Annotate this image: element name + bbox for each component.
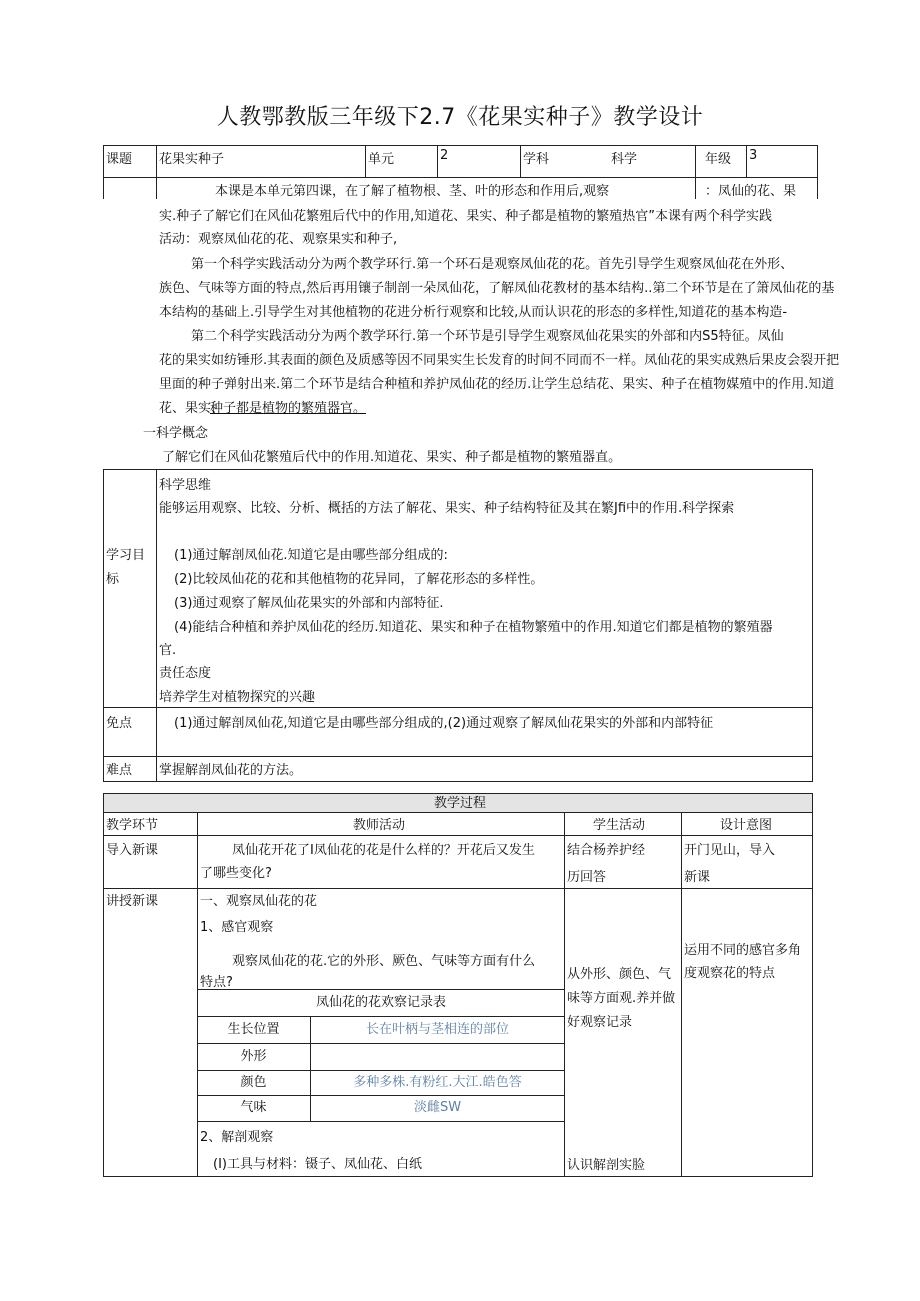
thinking-text: 能够运用观察、比较、分析、概括的方法了解花、果实、种子结构特征及其在繁Jfi中的作用.科学探索 <box>159 501 735 516</box>
concept-heading: 一科学概念 <box>143 426 209 441</box>
new-teacher-3a: 观察凤仙花的花.它的外形、厥色、气味等方面有什么 <box>232 954 536 969</box>
record-table-title: 凤仙花的花欢察记录表 <box>315 995 446 1010</box>
new-teacher-4: 2、解剖观察 <box>200 1130 274 1145</box>
col-design: 设计意图 <box>720 818 773 833</box>
new-student-3: 好观察记录 <box>567 1015 633 1030</box>
thinking-heading: 科学思维 <box>159 478 212 493</box>
intro-student-2: 历回答 <box>567 870 607 885</box>
record-value-smell: 淡雌SW <box>413 1100 462 1115</box>
intro-teacher-2: 了哪些变化? <box>200 866 272 881</box>
intro-design-1: 开门见山，导入 <box>684 843 776 858</box>
new-design-1: 运用不同的感官多角 <box>684 943 802 958</box>
record-value-color: 多种多株.有粉红.大江.皓色答 <box>353 1075 522 1090</box>
new-student-1: 从外形、颜色、气 <box>567 967 672 982</box>
record-label-smell: 气味 <box>240 1100 267 1115</box>
new-teacher-1: 一、观察凤仙花的花 <box>200 894 318 909</box>
new-teacher-5: (I)工具与材料：镊子、凤仙花、白纸 <box>213 1157 422 1172</box>
col-teacher: 教师活动 <box>353 818 406 833</box>
objective-item-1: (1)通过解剖凤仙花.知道它是由哪些部分组成的: <box>174 548 448 563</box>
unit-label: 单元 <box>368 152 395 167</box>
difficulty-label: 难点 <box>106 763 133 778</box>
new-design-2: 度观察花的特点 <box>684 966 776 981</box>
intro-teacher-1: 凤仙花开花了I凤仙花的花是什么样的？开花后又发生 <box>232 843 535 858</box>
grade-label: 年级 <box>705 152 732 167</box>
intro-stage: 导入新课 <box>106 843 159 858</box>
col-student: 学生活动 <box>593 818 646 833</box>
page-title: 人教鄂教版三年级下2.7《花果实种子》教学设计 <box>216 105 704 130</box>
lesson-label: 课题 <box>106 152 133 167</box>
intro-design-2: 新课 <box>684 870 711 885</box>
new-student-4: 认识解剖实脸 <box>567 1158 646 1173</box>
key-points-text: (1)通过解剖凤仙花,知道它是由哪些部分组成的,(2)通过观察了解凤仙花果实的外部和内部特征 <box>174 716 714 731</box>
objective-item-3: (3)通过观察了解凤仙花果实的外部和内部特征. <box>174 596 444 611</box>
new-teacher-3b: 特点? <box>200 975 233 990</box>
objectives-label-1: 学习目 <box>106 548 146 563</box>
col-stage: 教学环节 <box>106 818 159 833</box>
record-label-shape: 外形 <box>240 1049 267 1064</box>
record-label-position: 生长位置 <box>227 1022 280 1037</box>
process-header: 教学过程 <box>433 796 486 811</box>
lesson-value: 花果实种子 <box>159 152 225 167</box>
new-student-2: 味等方面观.养并做 <box>567 991 676 1006</box>
key-points-label: 免点 <box>106 716 133 731</box>
objective-item-2: (2)比较凤仙花的花和其他植物的花异同，了解花形态的多样性。 <box>174 572 544 587</box>
new-stage: 讲授新课 <box>106 894 159 909</box>
record-value-position: 长在叶柄与茎相连的部位 <box>365 1022 509 1037</box>
attitude-text: 培养学生对植物探究的兴趣 <box>159 690 316 705</box>
concept-text: 了解它们在风仙花繁殖后代中的作用.知道花、果实、种子都是植物的繁殖器直。 <box>162 450 622 465</box>
objective-item-4a: (4)能结合种植和养护凤仙花的经历.知道花、果实和种子在植物繁殖中的作用.知道它们都是植物的繁殖器 <box>174 620 773 635</box>
unit-value: 2 <box>440 148 449 163</box>
intro-student-1: 结合杨养护经 <box>567 843 646 858</box>
objectives-label-2: 标 <box>106 572 120 587</box>
objective-item-4b: 官. <box>159 643 177 658</box>
attitude-heading: 责任态度 <box>159 666 212 681</box>
grade-value: 3 <box>749 148 758 163</box>
difficulty-text: 掌握解剖凤仙花的方法。 <box>159 763 303 778</box>
subject-label: 学科 <box>523 152 550 167</box>
record-label-color: 颜色 <box>240 1075 267 1090</box>
subject-value: 科学 <box>611 152 638 167</box>
new-teacher-2: 1、感官观察 <box>200 920 274 935</box>
